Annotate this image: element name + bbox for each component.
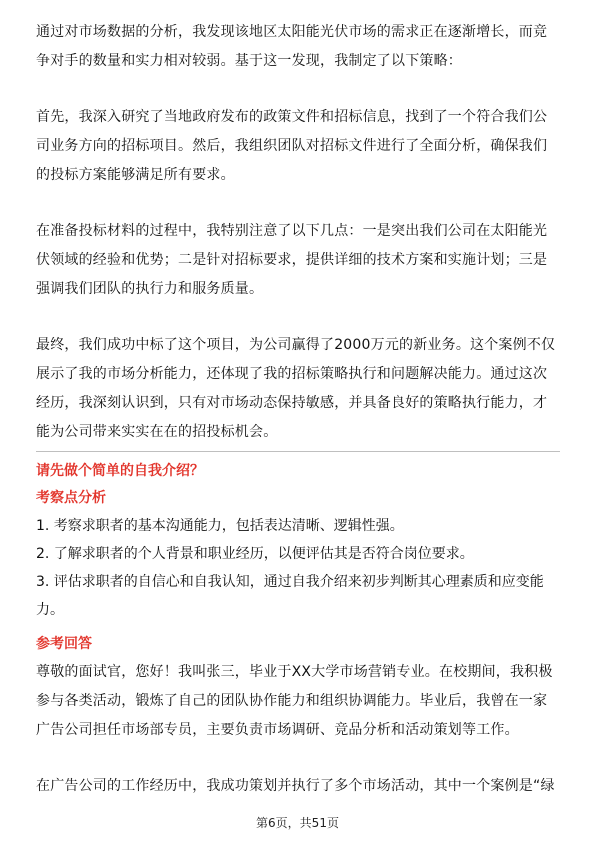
question-title: 请先做个简单的自我介绍？ [36,463,204,479]
answer-heading: 参考回答 [36,636,92,652]
page-content [36,18,560,801]
analysis-point-3: 3. 评估求职者的自信心和自我认知，通过自我介绍来初步判断其心理素质和应变能力。 [36,574,544,618]
paragraph-gap [36,190,560,217]
answer-paragraph-experience: 在广告公司的工作经历中，我成功策划并执行了多个市场活动，其中一个案例是“绿 [36,778,555,794]
analysis-heading: 考察点分析 [36,490,106,506]
paragraph-market-analysis: 通过对市场数据的分析，我发现该地区太阳能光伏市场的需求正在逐渐增长，而竞争对手的数量和实力相对较弱。基于这一发现，我制定了以下策略： [36,24,548,69]
paragraph-bid-result: 最终，我们成功中标了这个项目，为公司赢得了2000万元的新业务。这个案例不仅展示了我的市场分析能力，还体现了我的招标策略执行和问题解决能力。通过这次经历，我深刻认识到，只有对市场动态保持敏感，并具备良好的策略执行能力，才能为公司带来实实在在的招投标机会。 [36,337,556,440]
analysis-point-1: 1. 考察求职者的基本沟通能力，包括表达清晰、逻辑性强。 [36,518,404,534]
paragraph-gap [36,745,560,772]
paragraph-gap [36,304,560,331]
paragraph-gap [36,76,560,103]
section-divider [36,451,560,452]
paragraph-bid-preparation: 在准备投标材料的过程中，我特别注意了以下几点：一是突出我们公司在太阳能光伏领域的经验和优势；二是针对招标要求，提供详细的技术方案和实施计划；三是强调我们团队的执行力和服务质量。 [36,223,548,297]
answer-paragraph-intro: 尊敬的面试官，您好！我叫张三，毕业于XX大学市场营销专业。在校期间，我积极参与各类活动，锻炼了自己的团队协作能力和组织协调能力。毕业后，我曾在一家广告公司担任市场部专员，主要负责市场调研、竞品分析和活动策划等工作。 [36,664,553,738]
paragraph-research-policy: 首先，我深入研究了当地政府发布的政策文件和招标信息，找到了一个符合我们公司业务方向的招标项目。然后，我组织团队对招标文件进行了全面分析，确保我们的投标方案能够满足所有要求。 [36,109,548,183]
page-number-footer: 第6页，共51页 [256,816,339,830]
analysis-point-2: 2. 了解求职者的个人背景和职业经历，以便评估其是否符合岗位要求。 [36,546,474,562]
